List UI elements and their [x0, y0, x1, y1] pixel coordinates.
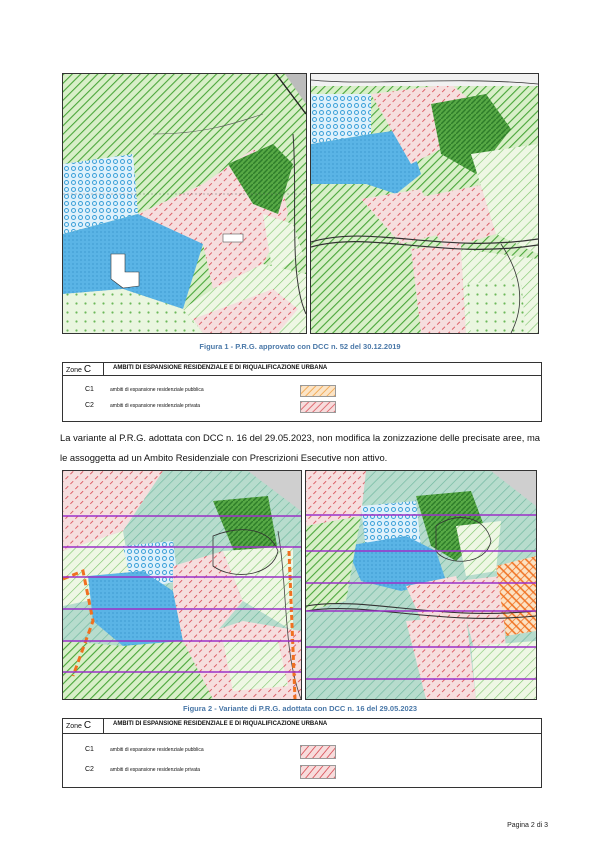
- legend-row-c2: [63, 762, 541, 782]
- legend-row-c2: [63, 398, 541, 414]
- legend-swatch-c1: [300, 745, 336, 759]
- legend-swatch-c2: [300, 765, 336, 779]
- body-paragraph: La variante al P.R.G. adottata con DCC n. 16 del 29.05.2023, non modifica la zonizzazione delle precisate aree, ma le assoggetta ad un Ambito Residenziale con Prescrizioni Esecutive non attivo.: [60, 432, 540, 463]
- page-number: Pagina 2 di 3: [507, 822, 548, 829]
- legend-desc: ambiti di espansione residenziale pubblica: [110, 387, 204, 393]
- legend-zone-label: Zone C: [66, 364, 92, 375]
- legend-row-c1: [63, 742, 541, 762]
- figure2-map-left: [62, 470, 302, 700]
- legend-title: AMBITI DI ESPANSIONE RESIDENZIALE E DI RIQUALIFICAZIONE URBANA: [113, 721, 328, 727]
- legend-zone-label: Zone C: [66, 720, 92, 731]
- legend-row-c1: [63, 382, 541, 398]
- legend-figure1: [62, 362, 542, 422]
- figure1-caption: Figura 1 - P.R.G. approvato con DCC n. 52 del 30.12.2019: [199, 342, 401, 351]
- legend-code: C2: [85, 402, 94, 409]
- legend-header: [63, 719, 541, 734]
- legend-desc: ambiti di espansione residenziale pubblica: [110, 747, 204, 753]
- figure2-map-right: [305, 470, 537, 700]
- legend-figure2: [62, 718, 542, 788]
- figure1-map-right: [310, 73, 539, 334]
- legend-swatch-c2: [300, 401, 336, 413]
- legend-desc: ambiti di espansione residenziale privata: [110, 403, 201, 409]
- legend-code: C1: [85, 386, 94, 393]
- legend-code: C1: [85, 746, 94, 753]
- legend-swatch-c1: [300, 385, 336, 397]
- legend-header: [63, 363, 541, 376]
- legend-title: AMBITI DI ESPANSIONE RESIDENZIALE E DI RIQUALIFICAZIONE URBANA: [113, 365, 328, 371]
- legend-code: C2: [85, 766, 94, 773]
- figure2-caption: Figura 2 - Variante di P.R.G. adottata con DCC n. 16 del 29.05.2023: [182, 704, 418, 713]
- figure1-map-left: [62, 73, 307, 334]
- legend-desc: ambiti di espansione residenziale privata: [110, 767, 201, 773]
